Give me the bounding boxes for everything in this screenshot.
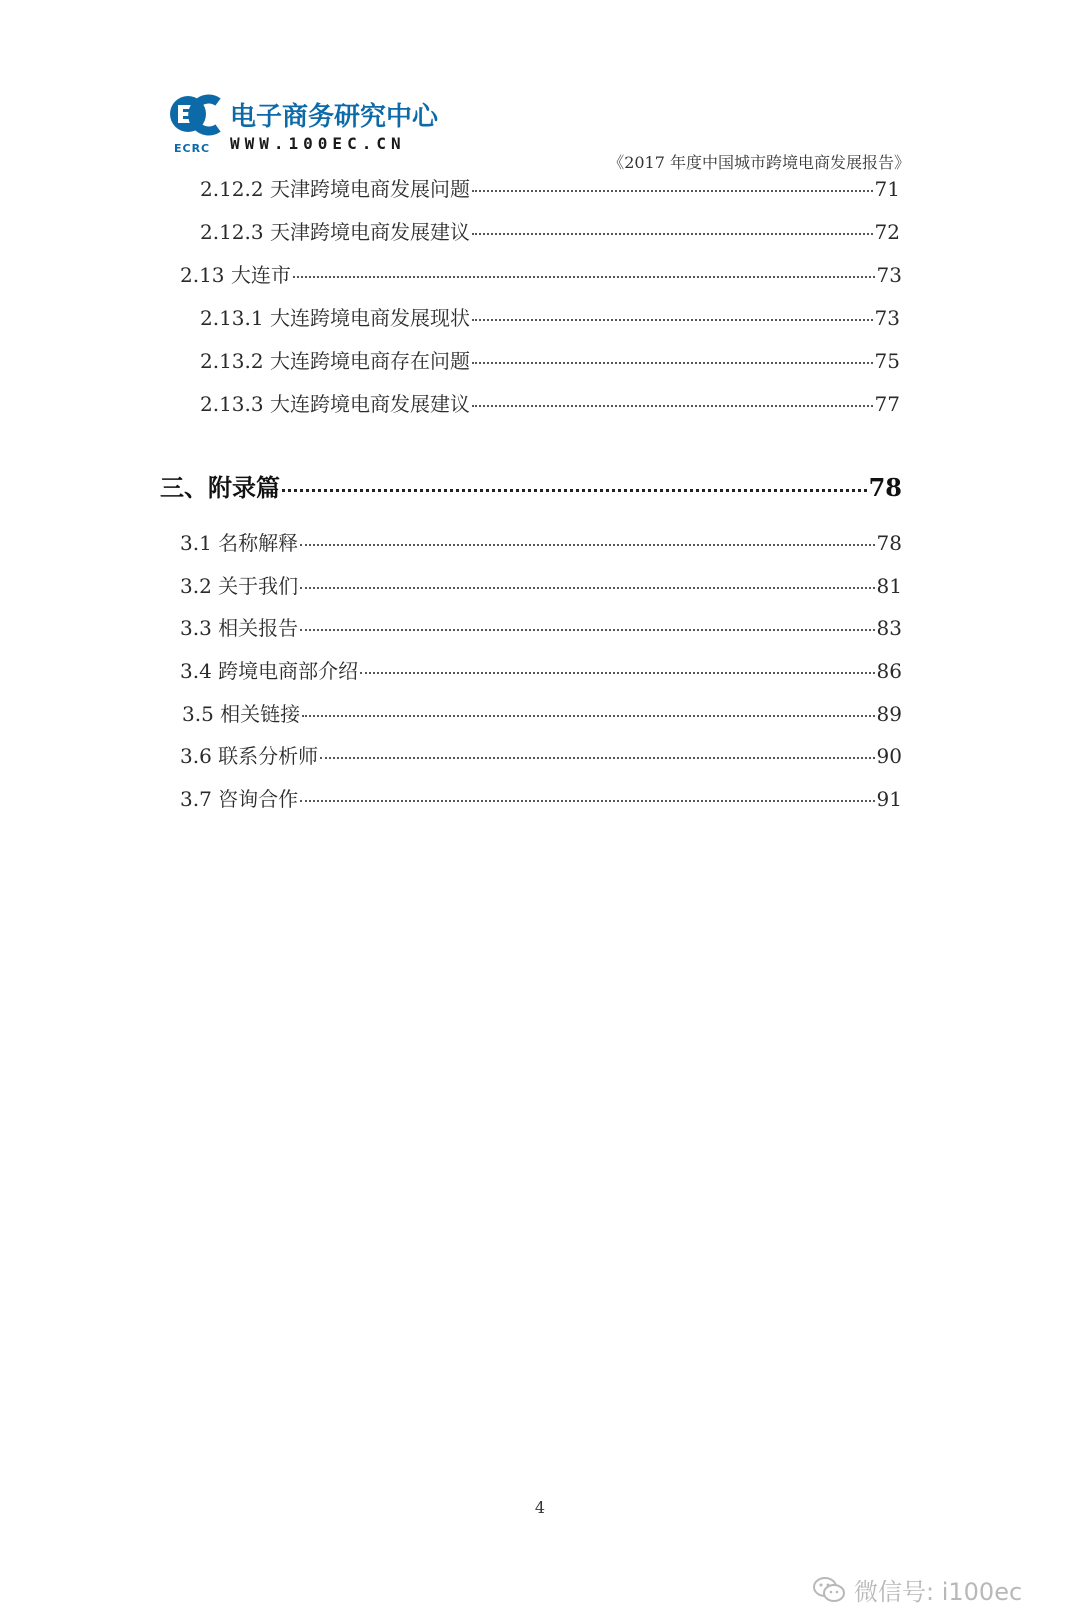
toc-entry — [200, 219, 900, 245]
toc-dot-leader — [360, 672, 874, 674]
ecrc-logo — [168, 90, 439, 160]
logo-chinese-name: 电子商务研究中心 — [230, 102, 439, 132]
toc-dot-leader — [293, 276, 875, 278]
toc-entry-page: 86 — [876, 659, 902, 683]
toc-entry-page: 89 — [876, 702, 902, 726]
toc-dot-leader — [472, 319, 873, 321]
toc-entry-title: 3.7 咨询合作 — [180, 787, 299, 811]
toc-dot-leader — [320, 757, 874, 759]
toc-dot-leader — [472, 405, 873, 407]
toc-entry — [180, 743, 902, 769]
toc-entry-page: 72 — [874, 220, 900, 244]
toc-entry — [200, 305, 900, 331]
toc-dot-leader — [300, 629, 874, 631]
toc-entry-title: 2.13 大连市 — [180, 263, 291, 287]
toc-entry — [180, 786, 902, 812]
toc-dot-leader — [472, 233, 873, 235]
wechat-watermark — [812, 1572, 1022, 1607]
toc-entry-title: 3.6 联系分析师 — [180, 744, 319, 768]
toc-entry-title: 2.13.2 大连跨境电商存在问题 — [200, 349, 470, 373]
toc-entry-page: 71 — [874, 177, 900, 201]
logo-abbreviation: ECRC — [174, 142, 211, 155]
report-title: 《2017 年度中国城市跨境电商发展报告》 — [608, 153, 910, 172]
toc-entry — [180, 615, 902, 641]
toc-dot-leader — [300, 544, 874, 546]
toc-entry-title: 2.13.3 大连跨境电商发展建议 — [200, 392, 470, 416]
toc-entry-page: 81 — [876, 574, 902, 598]
toc-dot-leader — [472, 190, 873, 192]
wechat-icon — [812, 1576, 846, 1604]
toc-entry-page: 78 — [868, 473, 902, 502]
ec-logo-icon — [168, 90, 226, 142]
toc-entry — [180, 658, 902, 684]
toc-entry — [182, 701, 902, 727]
toc-entry — [180, 262, 902, 288]
toc-entry-title: 3.5 相关链接 — [182, 702, 301, 726]
toc-entry-title: 3.3 相关报告 — [180, 616, 299, 640]
page-number: 4 — [534, 1498, 546, 1517]
toc-entry — [200, 176, 900, 202]
toc-entry — [200, 348, 900, 374]
toc-entry-title: 三、附录篇 — [160, 473, 280, 502]
toc-entry-title: 3.4 跨境电商部介绍 — [180, 659, 359, 683]
toc-dot-leader — [300, 587, 874, 589]
toc-entry-title: 2.12.2 天津跨境电商发展问题 — [200, 177, 470, 201]
toc-entry-page: 73 — [876, 263, 902, 287]
toc-entry-page: 91 — [876, 787, 902, 811]
toc-entry-page: 73 — [874, 306, 900, 330]
logo-url: WWW.100EC.CN — [230, 134, 406, 153]
toc-entry-page: 75 — [874, 349, 900, 373]
toc-entry-page: 77 — [874, 392, 900, 416]
toc-entry — [160, 472, 902, 504]
toc-entry-title: 3.1 名称解释 — [180, 531, 299, 555]
toc-entry-title: 3.2 关于我们 — [180, 574, 299, 598]
toc-entry — [200, 391, 900, 417]
toc-entry-page: 90 — [876, 744, 902, 768]
toc-dot-leader — [300, 800, 874, 802]
toc-dot-leader — [472, 362, 873, 364]
toc-dot-leader — [282, 489, 867, 492]
watermark-text: 微信号: i100ec — [854, 1578, 1023, 1606]
toc-entry-page: 78 — [876, 531, 902, 555]
toc-entry-page: 83 — [876, 616, 902, 640]
toc-entry — [180, 530, 902, 556]
toc-entry — [180, 573, 902, 599]
toc-dot-leader — [302, 715, 874, 717]
toc-entry-title: 2.13.1 大连跨境电商发展现状 — [200, 306, 470, 330]
toc-entry-title: 2.12.3 天津跨境电商发展建议 — [200, 220, 470, 244]
